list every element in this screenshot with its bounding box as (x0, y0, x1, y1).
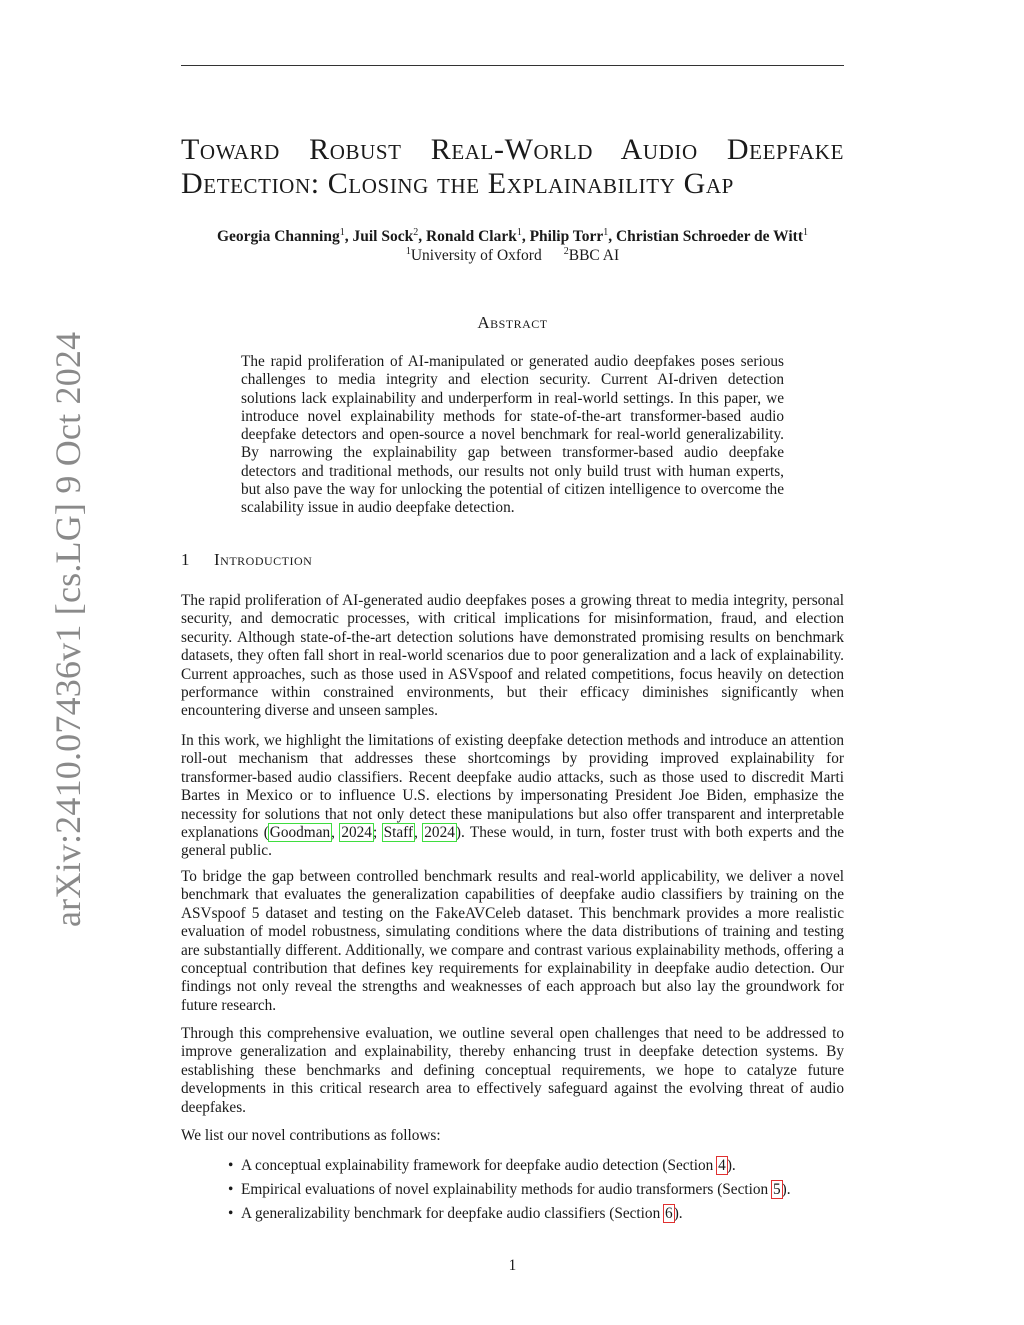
contributions-list (228, 1157, 844, 1229)
list-item-text: Empirical evaluations of novel explainability methods for audio transformers (Section (241, 1181, 772, 1198)
arxiv-identifier-stamp: arXiv:2410.07436v1 [cs.LG] 9 Oct 2024 (48, 331, 88, 927)
bullet-icon: • (228, 1157, 234, 1174)
section-number: 1 (181, 550, 190, 569)
title-line-1: Toward Robust Real-World Audio Deepfake (181, 133, 844, 166)
title-line-2: Detection: Closing the Explainability Gap (181, 167, 734, 200)
citation-link-staff[interactable]: Staff (383, 824, 414, 842)
author-name: Christian Schroeder de Witt (615, 228, 803, 245)
author-name: Juil Sock (352, 228, 414, 245)
author-list: Georgia Channing$^1$, Juil Sock$^2$, Ronald Clark$^1$, Philip Torr$^1$, Christian Schroeder de Witt$^1$ (216, 227, 808, 245)
list-item-text: A conceptual explainability framework for deepfake audio detection (Section (241, 1157, 718, 1174)
paragraph-text: In this work, we highlight the limitations of existing deepfake detection methods and introduce an attention roll-out mechanism that addresses these shortcomings by providing improved explainability for transformer-based audio classifiers. Recent deepfake audio attacks, such as those used to discredit Marti Bartes in Mexico or to influence U.S. elections by impersonating President Joe Biden, emphasize the necessity for solutions that not only detect these manipulations but also offer transparent and interpretable explanations ( (181, 732, 844, 842)
affiliation-number: 2 (563, 246, 569, 257)
section-ref-link[interactable]: 6 (665, 1205, 673, 1222)
header-rule (181, 65, 844, 66)
author-affiliation-mark: 1 (603, 227, 609, 238)
affiliation-line (181, 246, 844, 265)
intro-paragraph-1: The rapid proliferation of AI-generated audio deepfakes poses a growing threat to media integrity, personal security, and democratic processes, with critical implications for misinformation, fraud, and election security. Although state-of-the-art detection solutions have demonstrated promising results on benchmark datasets, they often fall short in real-world scenarios due to poor generalization and a lack of explainability. Current approaches, such as those used in ASVspoof and related competitions, focus heavily on detection performance within constrained environments, but their efficacy diminishes significantly when encountering diverse and unseen samples. (181, 592, 844, 720)
intro-paragraph-4: Through this comprehensive evaluation, we outline several open challenges that need to be addressed to improve generalization and explainability, thereby enhancing trust in deepfake detection systems. By establishing these benchmarks and defining conceptual requirements, we hope to catalyze future developments in this critical research area to effectively safeguard against the evolving threat of audio deepfakes. (181, 1025, 844, 1116)
paper-title (181, 133, 844, 201)
abstract-text: The rapid proliferation of AI-manipulated or generated audio deepfakes poses serious challenges to media integrity and election security. Current AI-driven detection solutions lack explainability and underperform in real-world settings. In this paper, we introduce novel explainability methods for state-of-the-art transformer-based audio deepfake detectors and open-source a novel benchmark for real-world generalizability. By narrowing the explainability gap between transformer-based audio deepfake detectors and traditional methods, our results not only build trust with human experts, but also pave the way for unlocking the potential of citizen intelligence to overcome the scalability issue in audio deepfake detection. (241, 353, 784, 517)
abstract-heading: Abstract (477, 313, 548, 332)
author-affiliation-mark: 2 (413, 227, 419, 238)
list-item (228, 1205, 844, 1223)
list-item (228, 1157, 844, 1175)
list-item (228, 1181, 844, 1199)
paragraph-text: ). These would, in turn, foster trust with both experts and the general public. (181, 824, 845, 860)
bullet-icon: • (228, 1181, 234, 1198)
author-affiliation-mark: 1 (516, 227, 522, 238)
section-ref-link[interactable]: 4 (718, 1157, 726, 1174)
citation-separator: , (331, 824, 341, 842)
citation-separator: , (414, 824, 424, 842)
citation-link-staff-year[interactable]: 2024 (424, 824, 455, 842)
list-item-end: ). (726, 1157, 736, 1174)
bullet-icon: • (228, 1205, 234, 1222)
author-affiliation-mark: 1 (803, 227, 808, 238)
affiliation-name: University of Oxford (410, 247, 542, 264)
author-name: Georgia Channing (216, 228, 340, 245)
citation-link-goodman[interactable]: Goodman (269, 824, 331, 842)
citation-link-goodman-year[interactable]: 2024 (341, 824, 372, 842)
section-heading-introduction (181, 550, 844, 570)
affiliation-number: 1 (405, 246, 411, 257)
citation-separator: ; (372, 824, 383, 842)
author-name: Ronald Clark (425, 228, 517, 245)
affiliation-name: BBC AI (568, 247, 620, 264)
list-item-text: A generalizability benchmark for deepfake audio classifiers (Section (241, 1205, 665, 1222)
list-item-end: ). (673, 1205, 683, 1222)
intro-paragraph-3: To bridge the gap between controlled benchmark results and real-world applicability, we deliver a novel benchmark that evaluates the generalization capabilities of deepfake audio classifiers by training on the ASVspoof 5 dataset and testing on the FakeAVCeleb dataset. This benchmark provides a more realistic evaluation of model robustness, simulating conditions where the data distributions of training and testing are substantially different. Additionally, we compare and contrast various explainability methods, offering a conceptual contribution that defines key requirements for explainability in deepfake audio detection. Our findings not only reveal the strengths and weaknesses of each approach but also lay the groundwork for future research. (181, 868, 844, 1014)
section-ref-link[interactable]: 5 (773, 1181, 781, 1198)
section-title: Introduction (214, 550, 313, 569)
intro-paragraph-5: We list our novel contributions as follows: (181, 1127, 441, 1144)
author-affiliation-mark: 1 (339, 227, 345, 238)
author-name: Philip Torr (529, 228, 604, 245)
list-item-end: ). (781, 1181, 791, 1198)
page-number: 1 (508, 1257, 517, 1274)
intro-paragraph-2 (181, 732, 844, 861)
